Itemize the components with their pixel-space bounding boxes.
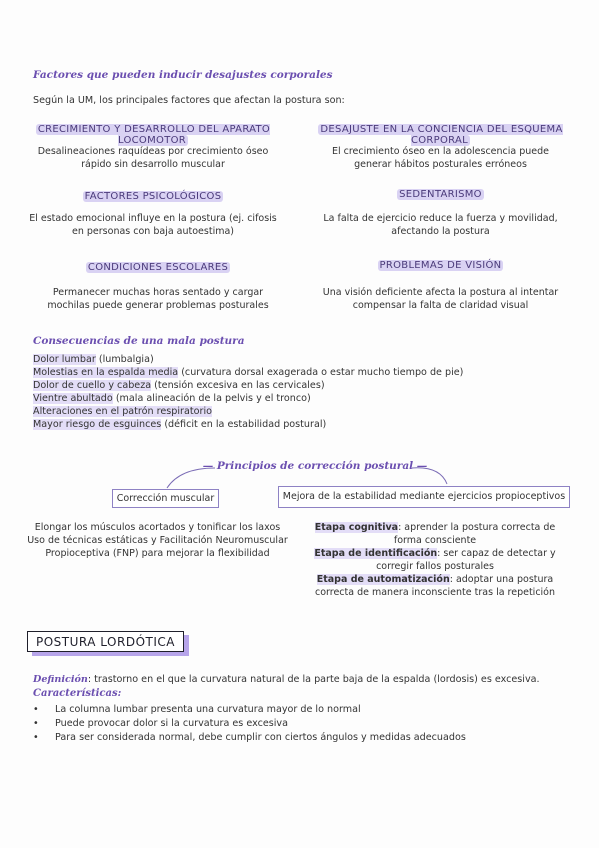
stages-text xyxy=(300,521,570,599)
factor-text-vision: Una visión deficiente afecta la postura al intentar compensar la falta de claridad visual xyxy=(322,287,559,311)
stage-identification: Etapa de identificación: ser capaz de detectar y corregir fallos posturales xyxy=(314,548,556,572)
definition: Definición: trastorno en el que la curvatura natural de la parte baja de la espalda (lordosis) es excesiva. xyxy=(33,674,540,685)
factor-title-body-schema: DESAJUSTE EN LA CONCIENCIA DEL ESQUEMA CORPORAL xyxy=(320,124,563,146)
list-item: Dolor lumbar (lumbalgia) xyxy=(33,354,154,365)
factor-text-school: Permanecer muchas horas sentado y cargar mochilas puede generar problemas posturales xyxy=(47,287,269,311)
factor-title-sedentary: SEDENTARISMO xyxy=(399,189,482,200)
list-item: • Puede provocar dolor si la curvatura es excesiva xyxy=(55,717,466,731)
factor-title-psych: FACTORES PSICOLÓGICOS xyxy=(84,191,222,202)
section-heading-consequences: Consecuencias de una mala postura xyxy=(33,335,245,347)
list-item: • Para ser considerada normal, debe cumplir con ciertos ángulos y medidas adecuados xyxy=(55,731,466,745)
factor-title-vision: PROBLEMAS DE VISIÓN xyxy=(379,260,502,271)
factor-text-sedentary: La falta de ejercicio reduce la fuerza y movilidad, afectando la postura xyxy=(323,213,558,237)
characteristics-label: Características: xyxy=(33,688,122,699)
factor-text-growth: Desalineaciones raquídeas por crecimiento óseo rápido sin desarrollo muscular xyxy=(37,146,269,170)
factor-title-school: CONDICIONES ESCOLARES xyxy=(87,262,229,273)
list-item: Molestias en la espalda media (curvatura dorsal exagerada o estar mucho tiempo de pie) xyxy=(33,367,464,378)
list-item: Vientre abultado (mala alineación de la pelvis y el tronco) xyxy=(33,393,311,404)
muscle-correction-text: Elongar los músculos acortados y tonificar los laxos Uso de técnicas estáticas y Facilitación Neuromuscular Propioceptiva (FNP) para mejorar la flexibilidad xyxy=(27,522,288,559)
section-heading-principles: — Principios de corrección postural — xyxy=(202,460,428,472)
factor-text-psych: El estado emocional influye en la postura (ej. cifosis en personas con baja autoestima) xyxy=(29,213,277,237)
factor-title-growth: CRECIMIENTO Y DESARROLLO DEL APARATO LOCOMOTOR xyxy=(37,124,271,146)
characteristics-list xyxy=(55,703,466,745)
box-muscle-correction: Corrección muscular xyxy=(112,489,219,508)
list-item: Dolor de cuello y cabeza (tensión excesiva en las cervicales) xyxy=(33,380,325,391)
stage-cognitive: Etapa cognitiva: aprender la postura correcta de forma consciente xyxy=(314,522,556,546)
factor-text-body-schema: El crecimiento óseo en la adolescencia puede generar hábitos posturales erróneos xyxy=(331,146,550,170)
list-item: • La columna lumbar presenta una curvatura mayor de lo normal xyxy=(55,703,466,717)
list-item: Mayor riesgo de esguinces (déficit en la estabilidad postural) xyxy=(33,419,327,430)
list-item: Alteraciones en el patrón respiratorio xyxy=(33,406,212,417)
box-stability: Mejora de la estabilidad mediante ejercicios propioceptivos xyxy=(278,486,570,508)
intro-text: Según la UM, los principales factores que afectan la postura son: xyxy=(33,95,345,106)
section-heading-factors: Factores que pueden inducir desajustes corporales xyxy=(33,69,333,81)
stage-automation: Etapa de automatización: adoptar una postura correcta de manera inconsciente tras la repetición xyxy=(314,574,556,598)
lordotic-title: POSTURA LORDÓTICA xyxy=(27,631,184,652)
